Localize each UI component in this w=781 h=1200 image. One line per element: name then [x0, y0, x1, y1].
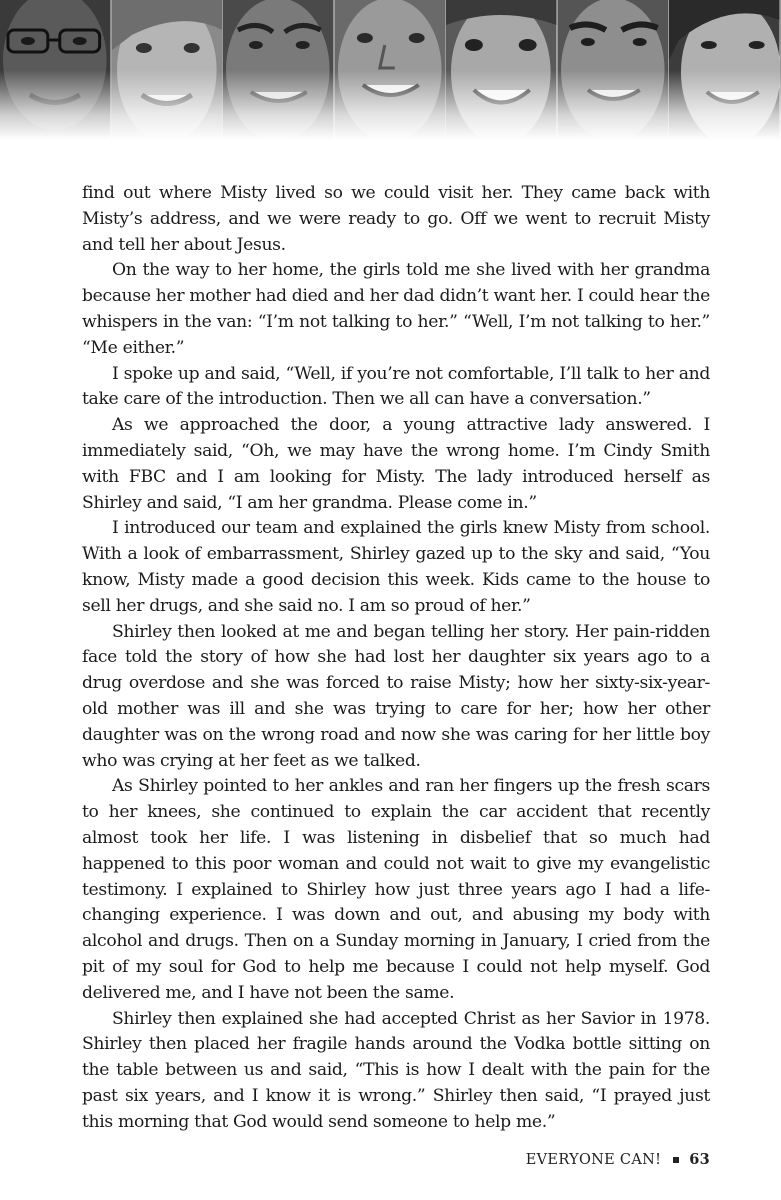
face-icon	[335, 0, 446, 140]
body-text	[82, 181, 710, 1135]
paragraph: On the way to her home, the girls told me she lived with her grandma because her mother had died and her dad didn’t want her. I could hear the whispers in the van: “I’m not talking to her.” “Well, I’m not talking to her.” “Me either.”	[82, 260, 710, 358]
paragraph: find out where Misty lived so we could visit her. They came back with Misty’s address, and we were ready to go. Off we went to recruit Misty and tell her about Jesus.	[82, 183, 710, 255]
header-photo-banner	[0, 0, 781, 140]
portrait-photo-6	[558, 0, 670, 140]
paragraph: Shirley then looked at me and began telling her story. Her pain-ridden face told the story of how she had lost her daughter six years ago to a drug overdose and she was forced to raise Misty; how her sixty-six-year-old mother was ill and she was trying to care for her; how her other daughter was on the wrong road and now she was caring for her little boy who was crying at her feet as we talked.	[82, 621, 710, 771]
paragraph: Shirley then explained she had accepted Christ as her Savior in 1978. Shirley then placed her fragile hands around the Vodka bottle sitting on the table between us and said, “This is how I dealt with the pain for the past six years, and I know it is wrong.” Shirley then said, “I prayed just this morning that God would send someone to help me.”	[82, 1008, 710, 1132]
portrait-photo-5	[446, 0, 558, 140]
paragraph: As Shirley pointed to her ankles and ran her fingers up the fresh scars to her knees, she continued to explain the car accident that recently almost took her life. I was listening in disbelief that so much had happened to this poor woman and could not wait to give my evangelistic testimony. I explained to Shirley how just three years ago I had a life-changing experience. I was down and out, and abusing my body with alcohol and drugs. Then on a Sunday morning in January, I cried from the pit of my soul for God to help me because I could not help myself. God delivered me, and I have not been the same.	[82, 776, 710, 1003]
portrait-photo-7	[669, 0, 781, 140]
page-footer	[526, 1151, 710, 1168]
face-icon	[0, 0, 111, 140]
paragraph: I spoke up and said, “Well, if you’re not comfortable, I’ll talk to her and take care of the introduction. Then we all can have a conversation.”	[82, 363, 710, 410]
running-title: EVERYONE CAN!	[525, 1151, 662, 1168]
face-icon	[558, 0, 669, 140]
page-number: 63	[689, 1151, 710, 1168]
paragraph: As we approached the door, a young attractive lady answered. I immediately said, “Oh, we may have the wrong home. I’m Cindy Smith with FBC and I am looking for Misty. The lady introduced herself as Shirley and said, “I am her grandma. Please come in.”	[82, 415, 710, 513]
portrait-photo-2	[112, 0, 224, 140]
face-icon	[446, 0, 557, 140]
face-icon	[223, 0, 334, 140]
portrait-photo-4	[335, 0, 447, 140]
portrait-photo-3	[223, 0, 335, 140]
bullet-square-icon	[673, 1157, 679, 1163]
paragraph: I introduced our team and explained the girls knew Misty from school. With a look of embarrassment, Shirley gazed up to the sky and said, “You know, Misty made a good decision this week. Kids came to the house to sell her drugs, and she said no. I am so proud of her.”	[82, 518, 710, 616]
face-icon	[112, 0, 223, 140]
face-icon	[669, 0, 780, 140]
portrait-photo-1	[0, 0, 112, 140]
